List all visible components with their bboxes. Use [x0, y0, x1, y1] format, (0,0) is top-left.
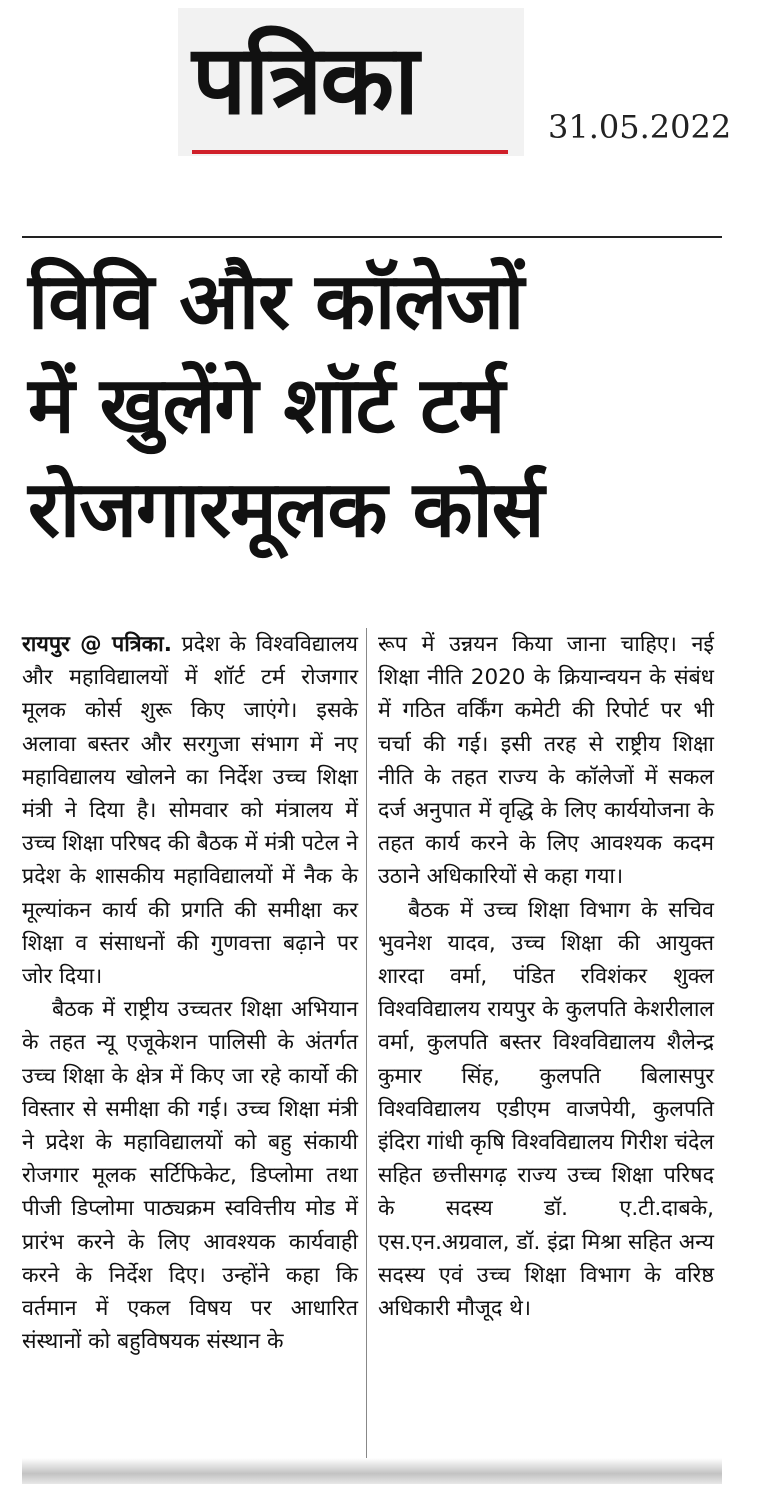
- article-column-right: [378, 628, 714, 1325]
- logo-underline: [192, 150, 508, 154]
- article-paragraph: [22, 628, 358, 993]
- headline-line-1: विवि और कॉलेजों: [28, 257, 524, 347]
- article-paragraph: बैठक में राष्ट्रीय उच्चतर शिक्षा अभियान के तहत न्यू एजूकेशन पालिसी के अंतर्गत उच्च शिक्षा के क्षेत्र में किए जा रहे कार्यो की विस्तार से समीक्षा की गई। उच्च शिक्षा मंत्री ने प्रदेश के महाविद्यालयों को बहु संकायी रोजगार मूलक सर्टिफिकेट, डिप्लोमा तथा पीजी डिप्लोमा पाठ्यक्रम स्ववित्तीय मोड में प्रारंभ करने के लिए आवश्यक कार्यवाही करने के निर्देश दिए। उन्होंने कहा कि वर्तमान में एकल विषय पर आधारित संस्थानों को बहुविषयक संस्थान के: [22, 997, 358, 1355]
- article-column-left: [22, 628, 358, 1358]
- headline-line-3: रोजगारमूलक कोर्स: [28, 465, 544, 555]
- paragraph-text: प्रदेश के विश्वविद्यालय और महाविद्यालयों में शॉर्ट टर्म रोजगार मूलक कोर्स शुरू किए जाएंगे। इसके अलावा बस्तर और सरगुजा संभाग में नए महाविद्यालय खोलने का निर्देश उच्च शिक्षा मंत्री ने दिया है। सोमवार को मंत्रालय में उच्च शिक्षा परिषद की बैठक में मंत्री पटेल ने प्रदेश के शासकीय महाविद्यालयों में नैक के मूल्यांकन कार्य की प्रगति की समीक्षा कर शिक्षा व संसाधनों की गुणवत्ता बढ़ाने पर जोर दिया।: [22, 632, 358, 990]
- scan-edge-strip: [22, 1458, 722, 1484]
- headline-line-2: में खुलेंगे शॉर्ट टर्म: [28, 361, 505, 451]
- article-paragraph: रूप में उन्नयन किया जाना चाहिए। नई शिक्षा नीति 2020 के क्रियान्वयन के संबंध में गठित वर्किंग कमेटी की रिपोर्ट पर भी चर्चा की गई। इसी तरह से राष्ट्रीय शिक्षा नीति के तहत राज्य के कॉलेजों में सकल दर्ज अनुपात में वृद्धि के लिए कार्ययोजना के तहत कार्य करने के लिए आवश्यक कदम उठाने अधिकारियों से कहा गया।: [378, 632, 714, 890]
- dateline: रायपुर @ पत्रिका.: [22, 632, 172, 657]
- top-rule: [22, 236, 722, 238]
- headline: [28, 250, 718, 562]
- column-divider: [366, 628, 367, 1458]
- publication-date: 31.05.2022: [548, 108, 732, 146]
- newspaper-logo: पत्रिका: [192, 24, 417, 136]
- article-paragraph: बैठक में उच्च शिक्षा विभाग के सचिव भुवनेश यादव, उच्च शिक्षा की आयुक्त शारदा वर्मा, पंडित रविशंकर शुक्ल विश्वविद्यालय रायपुर के कुलपति केशरीलाल वर्मा, कुलपति बस्तर विश्वविद्यालय शैलेन्द्र कुमार सिंह, कुलपति बिलासपुर विश्वविद्यालय एडीएम वाजपेयी, कुलपति इंदिरा गांधी कृषि विश्वविद्यालय गिरीश चंदेल सहित छत्तीसगढ़ राज्य उच्च शिक्षा परिषद के सदस्य डॉ. ए.टी.दाबके, एस.एन.अग्रवाल, डॉ. इंद्रा मिश्रा सहित अन्य सदस्य एवं उच्च शिक्षा विभाग के वरिष्ठ अधिकारी मौजूद थे।: [378, 897, 714, 1322]
